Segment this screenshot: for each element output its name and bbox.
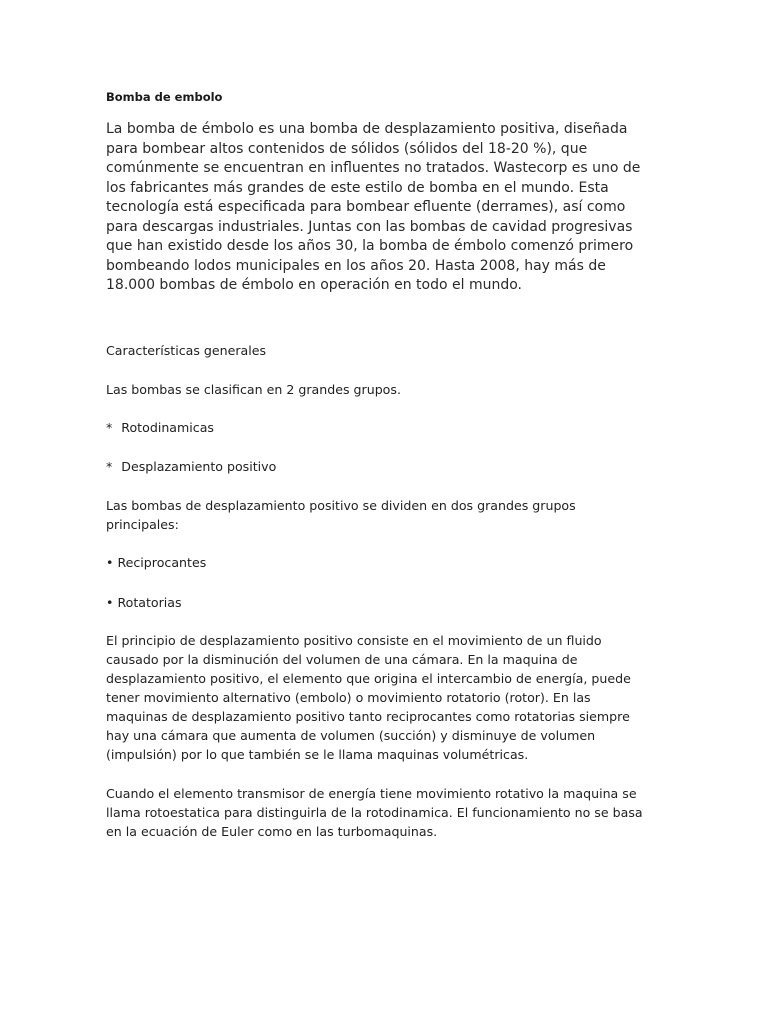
asterisk-marker: * (106, 459, 113, 474)
asterisk-marker: * (106, 420, 113, 435)
list-item-label: Desplazamiento positivo (121, 459, 277, 474)
bullet-marker: • (106, 595, 114, 610)
rotostatic-paragraph: Cuando el elemento transmisor de energía tiene movimiento rotativo la maquina se llama rotoestatica para distinguirla de la rotodinamica. El funcionamiento no se basa en la ecuación de Euler como en las turbomaquinas. (106, 786, 643, 839)
list-item-reciprocantes (106, 553, 651, 572)
list-item-label: Rotatorias (117, 595, 182, 610)
list-item-rotatorias (106, 593, 651, 612)
document-title: Bomba de embolo (106, 90, 223, 104)
section-heading: Características generales (106, 343, 267, 358)
classification-sentence: Las bombas se clasifican en 2 grandes grupos. (106, 382, 401, 397)
list-item-label: Rotodinamicas (121, 420, 214, 435)
intro-paragraph: La bomba de émbolo es una bomba de desplazamiento positiva, diseñada para bombear altos contenidos de sólidos (sólidos del 18-20 %), que comúnmente se encuentran en influentes no tratados. Wastecorp es uno de los fabricantes más grandes de este estilo de bomba en el mundo. Esta tecnología está especificada para bombear efluente (derrames), así como para descargas industriales. Juntas con las bombas de cavidad progresivas que han existido desde los años 30, la bomba de émbolo comenzó primero bombeando lodos municipales en los años 20. Hasta 2008, hay más de 18.000 bombas de émbolo en operación en todo el mundo. (106, 121, 641, 293)
list-item-label: Reciprocantes (117, 555, 207, 570)
positive-displacement-sentence: Las bombas de desplazamiento positivo se dividen en dos grandes grupos principales: (106, 498, 576, 532)
bullet-marker: • (106, 555, 114, 570)
list-item-rotodinamicas (106, 418, 651, 437)
list-item-desplazamiento-positivo (106, 457, 651, 476)
principle-paragraph: El principio de desplazamiento positivo consiste en el movimiento de un fluido causado por la disminución del volumen de una cámara. En la maquina de desplazamiento positivo, el elemento que origina el intercambio de energía, puede tener movimiento alternativo (embolo) o movimiento rotatorio (rotor). En las maquinas de desplazamiento positivo tanto reciprocantes como rotatorias siempre hay una cámara que aumenta de volumen (succión) y disminuye de volumen (impulsión) por lo que también se le llama maquinas volumétricas. (106, 633, 631, 762)
